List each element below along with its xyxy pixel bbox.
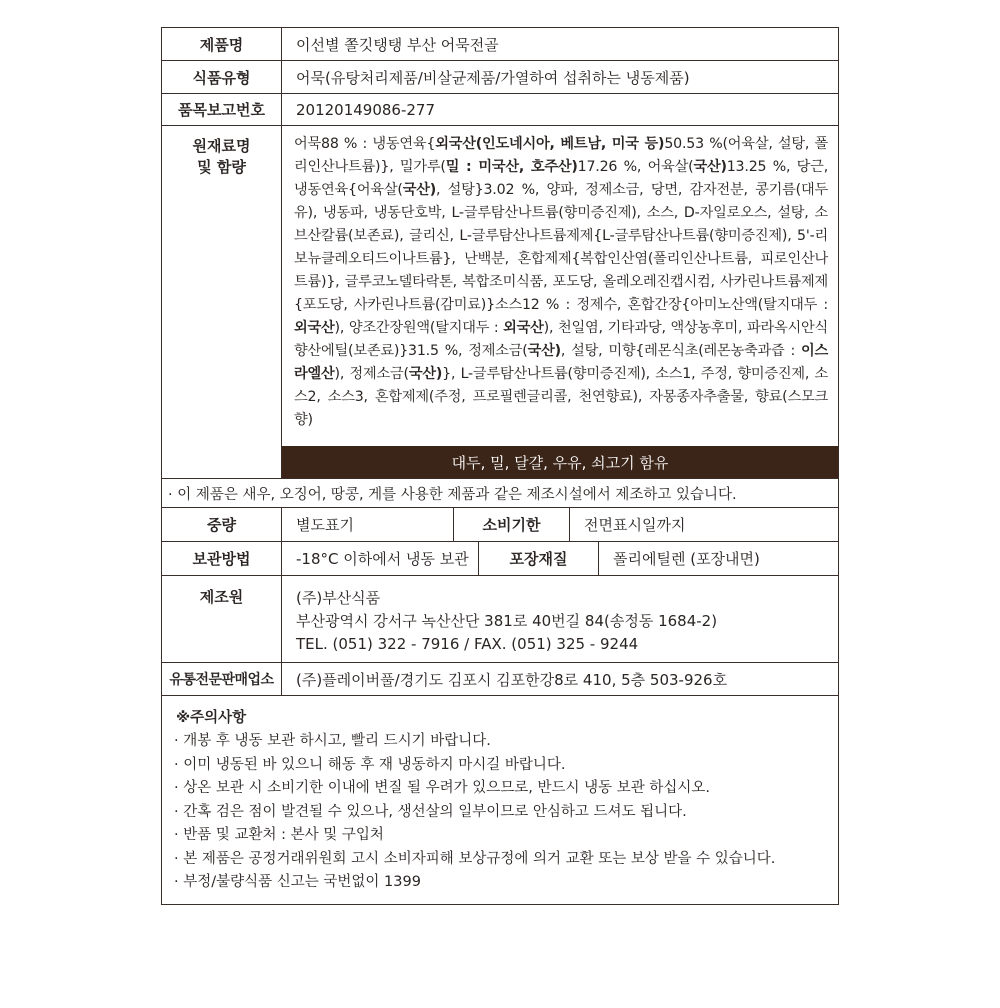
distributor-value: (주)플레이버풀/경기도 김포시 김포한강8로 410, 5층 503-926호	[296, 670, 728, 689]
manufacturer-contact: TEL. (051) 322 - 7916 / FAX. (051) 325 - 9244	[296, 635, 639, 653]
ingredients-label	[162, 126, 282, 478]
ingredient-text-segment: 50.53 %(어육살, 설탕, 폴리인산나트륨)}, 밀가루(	[294, 136, 828, 175]
ingredient-text-segment: }, L-글루탐산나트륨(향미증진제), 소스1, 주정, 향미증진제, 소스2, 소스3, 혼합제제(주정, 프로필렌글리콜, 천연향료), 자몽종자추출물, 향료(스모크향)	[294, 366, 828, 428]
ingredient-origin-bold: 외국산(인도네시아, 베트남, 미국 등)	[435, 136, 665, 152]
row-product-name	[162, 28, 838, 61]
weight-label: 중량	[162, 508, 282, 541]
row-distributor	[162, 663, 838, 696]
packaging-label: 포장재질	[478, 542, 599, 575]
ingredients-text	[282, 126, 838, 446]
expiry-label: 소비기한	[453, 508, 570, 541]
caution-section	[162, 696, 838, 904]
food-type-value: 어묵(유탕처리제품/비살균제품/가열하여 섭취하는 냉동제품)	[296, 68, 690, 87]
allergy-banner: 대두, 밀, 달걀, 우유, 쇠고기 함유	[282, 446, 838, 478]
ingredient-origin-bold: 밀 : 미국산, 호주산)	[445, 159, 578, 175]
caution-item: · 이미 냉동된 바 있으니 해동 후 재 냉동하지 마시길 바랍니다.	[174, 756, 566, 773]
row-ingredients	[162, 126, 838, 478]
facility-note: · 이 제품은 새우, 오징어, 땅콩, 게를 사용한 제품과 같은 제조시설에서 제조하고 있습니다.	[162, 478, 838, 508]
ingredient-text-segment: , 설탕, 미향{레몬식초(레몬농축과즙 :	[560, 343, 801, 359]
manufacturer-address: 부산광역시 강서구 녹산산단 381로 40번길 84(송정동 1684-2)	[296, 612, 718, 630]
ingredient-origin-bold: 외국산	[294, 320, 335, 336]
storage-value: -18°C 이하에서 냉동 보관	[296, 550, 469, 568]
caution-title: ※주의사항	[176, 710, 247, 726]
nutrition-label-table	[161, 27, 839, 905]
storage-label: 보관방법	[162, 542, 282, 575]
ingredient-text-segment: 17.26 %, 어육살(	[577, 159, 694, 175]
caution-item: · 반품 및 교환처 : 본사 및 구입처	[174, 827, 384, 843]
ingredient-text-segment: ), 정제소금(	[334, 366, 409, 382]
caution-item: · 간혹 검은 점이 발견될 수 있으나, 생선살의 일부이므로 안심하고 드셔도 됩니다.	[174, 803, 687, 820]
manufacturer-name: (주)부산식품	[296, 589, 381, 607]
caution-item: · 개봉 후 냉동 보관 하시고, 빨리 드시기 바랍니다.	[174, 733, 491, 749]
ingredient-text-segment: ), 천일염, 기타과당, 액상농후미, 파라옥시안식향산에틸(보존료)}31.5 %, 정제소금(	[294, 320, 828, 359]
ingredient-origin-bold: 이스라엘산	[294, 343, 828, 382]
food-type-label: 식품유형	[162, 61, 282, 93]
ingredient-origin-bold: 외국산	[503, 320, 544, 336]
manufacturer-info	[282, 576, 838, 662]
product-name-value: 이선별 쫄깃탱탱 부산 어묵전골	[296, 35, 499, 54]
caution-item: · 본 제품은 공정거래위원회 고시 소비자피해 보상규정에 의거 교환 또는 보상 받을 수 있습니다.	[174, 850, 776, 867]
caution-item: · 부정/불량식품 신고는 국번없이 1399	[174, 874, 421, 890]
ingredient-text-segment: 어묵88 % : 냉동연육{	[294, 136, 436, 152]
expiry-value: 전면표시일까지	[584, 516, 686, 534]
product-name-label: 제품명	[162, 28, 282, 60]
weight-value: 별도표기	[296, 516, 354, 534]
row-food-type	[162, 61, 838, 94]
packaging-value: 폴리에틸렌 (포장내면)	[613, 550, 760, 568]
ingredient-text-segment: 13.25 %, 당근, 냉동연육{어육살(	[294, 159, 829, 198]
row-manufacturer	[162, 576, 838, 663]
ingredient-origin-bold: 국산)	[402, 182, 436, 198]
row-report-number	[162, 94, 838, 126]
caution-item: · 상온 보관 시 소비기한 이내에 변질 될 우려가 있으므로, 반드시 냉동 보관 하십시오.	[174, 780, 710, 796]
row-weight-expiry	[162, 508, 838, 542]
ingredient-origin-bold: 국산)	[693, 159, 727, 175]
ingredient-text-segment: , 설탕}3.02 %, 양파, 정제소금, 당면, 감자전분, 콩기름(대두유), 냉동파, 냉동단호박, L-글루탐산나트륨(향미증진제), 소스, D-자일로오스, 설탕, 소브산칼륨(보존료), 글리신, L-글루탐산나트륨제제{L-글루탐산나트륨(향미증진제), 5'-리보뉴클레오티드이나트륨}, 난백분, 혼합제제{복합인산염(폴리인산나트륨, 피로인산나트륨)}, 글루코노델타락톤, 복합조미식품, 포도당, 올레오레진캡시컴, 사카린나트륨제제{포도당, 사카린나트륨(감미료)}소스12 % : 정제수, 혼합간장{아미노산액(탈지대두 :	[294, 182, 828, 313]
distributor-label: 유통전문판매업소	[162, 663, 282, 695]
ingredient-origin-bold: 국산)	[408, 366, 443, 382]
row-storage-packaging	[162, 542, 838, 576]
report-number-label: 품목보고번호	[162, 94, 282, 125]
manufacturer-label: 제조원	[162, 576, 282, 662]
ingredients-label-line2: 및 함량	[197, 158, 246, 176]
ingredient-origin-bold: 국산)	[527, 343, 561, 359]
ingredient-text-segment: ), 양조간장원액(탈지대두 :	[334, 320, 504, 336]
report-number-value: 20120149086-277	[296, 100, 436, 119]
ingredients-label-line1: 원재료명	[192, 137, 251, 155]
